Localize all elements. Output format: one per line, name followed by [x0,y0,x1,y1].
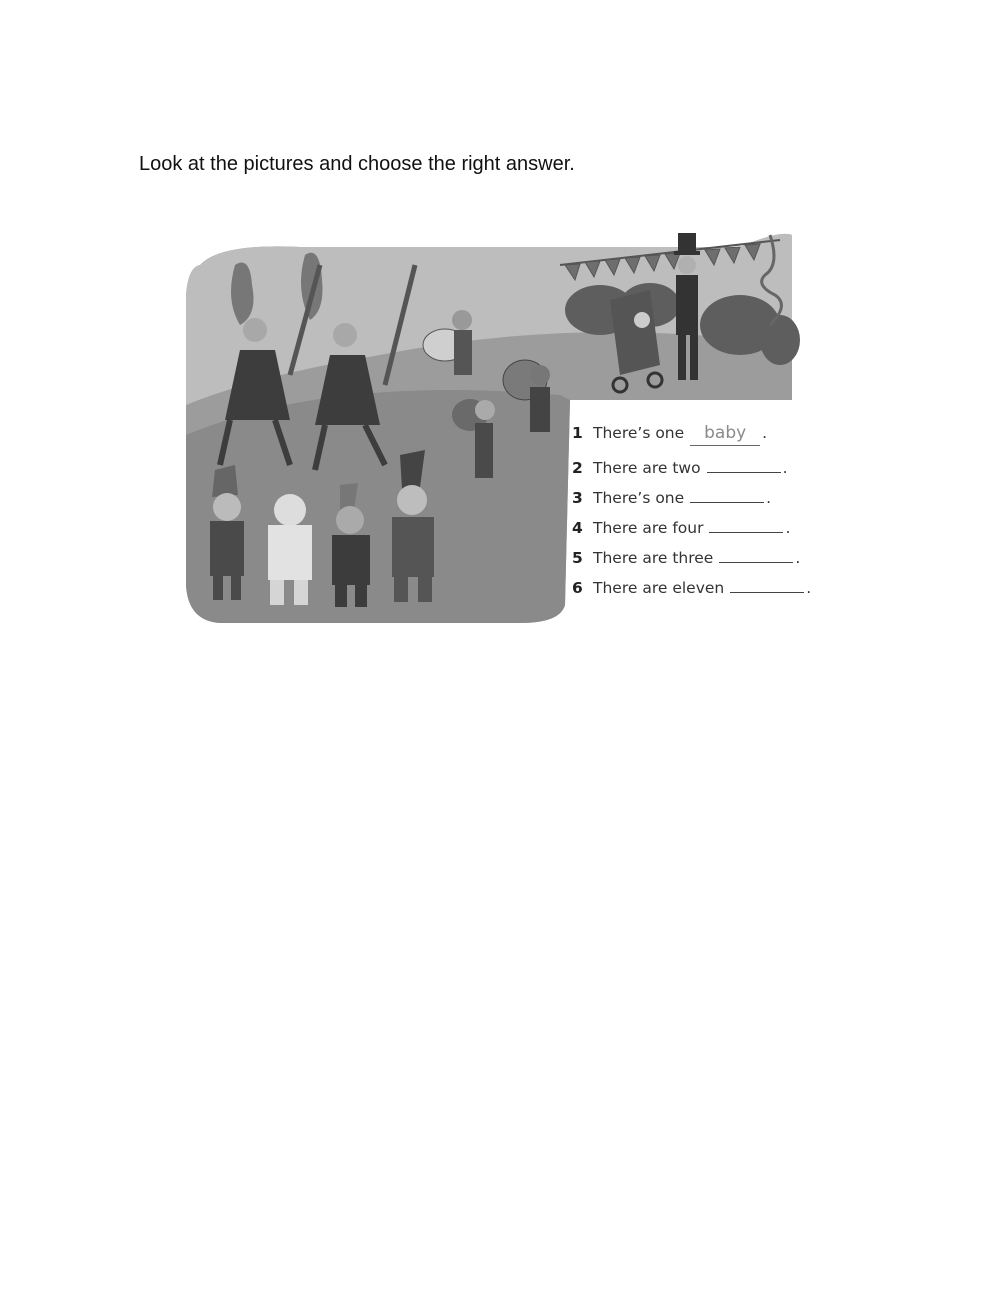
instruction-text: Look at the pictures and choose the right answer. [139,153,575,175]
item-prompt: There’s one [593,424,685,442]
exercise-item: 3 There’s one . [572,484,852,514]
item-number: 3 [572,489,583,507]
item-prompt: There are four [593,519,704,537]
item-number: 6 [572,579,583,597]
item-prompt: There are two [593,459,701,477]
exercise-item: 6 There are eleven . [572,574,852,604]
exercise-item: 1 There’s one baby . [572,424,852,454]
item-number: 1 [572,424,583,442]
exercise-item: 5 There are three . [572,544,852,574]
fill-in-exercise [572,424,852,604]
item-prompt: There are eleven [593,579,725,597]
item-prompt: There’s one [593,489,685,507]
exercise-item: 4 There are four . [572,514,852,544]
answer-blank[interactable] [690,484,764,503]
answer-blank[interactable] [730,574,804,593]
item-number: 2 [572,459,583,477]
item-prompt: There are three [593,549,714,567]
answer-blank[interactable] [709,514,783,533]
exercise-item: 2 There are two . [572,454,852,484]
answer-blank[interactable] [707,454,781,473]
item-number: 4 [572,519,583,537]
item-number: 5 [572,549,583,567]
answer-blank[interactable]: baby [690,425,760,446]
answer-blank[interactable] [719,544,793,563]
